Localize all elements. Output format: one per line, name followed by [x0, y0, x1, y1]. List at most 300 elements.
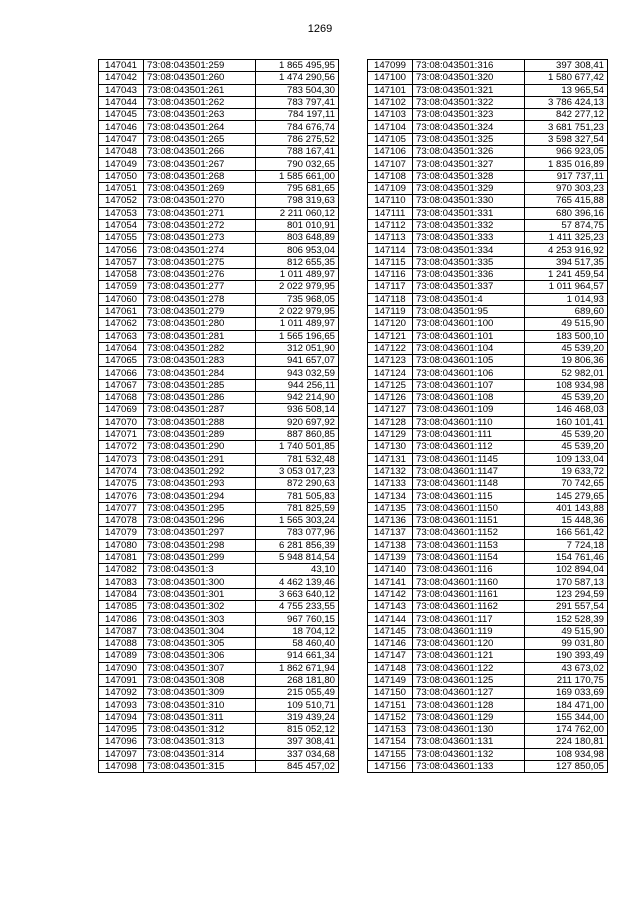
- table-row: [99, 674, 339, 686]
- value-cell: 57 874,75: [525, 219, 608, 231]
- cadastral-number-cell: 73:08:043501:295: [144, 502, 256, 514]
- value-cell: 1 585 661,00: [256, 170, 339, 182]
- value-cell: 109 510,71: [256, 699, 339, 711]
- cadastral-number-cell: 73:08:043601:107: [413, 379, 525, 391]
- table-row: [99, 699, 339, 711]
- value-cell: 1 011 489,97: [256, 269, 339, 281]
- cadastral-number-cell: 73:08:043601:121: [413, 650, 525, 662]
- cadastral-number-cell: 73:08:043501:269: [144, 182, 256, 194]
- table-row: [368, 490, 608, 502]
- row-number-cell: 147143: [368, 601, 413, 613]
- value-cell: 45 539,20: [525, 441, 608, 453]
- cadastral-number-cell: 73:08:043501:95: [413, 305, 525, 317]
- cadastral-number-cell: 73:08:043501:290: [144, 441, 256, 453]
- cadastral-number-cell: 73:08:043601:101: [413, 330, 525, 342]
- row-number-cell: 147098: [99, 760, 144, 772]
- value-cell: 43 673,02: [525, 662, 608, 674]
- value-cell: 944 256,11: [256, 379, 339, 391]
- table-row: [368, 404, 608, 416]
- table-row: [368, 133, 608, 145]
- value-cell: 845 457,02: [256, 760, 339, 772]
- table-row: [368, 96, 608, 108]
- cadastral-number-cell: 73:08:043601:129: [413, 711, 525, 723]
- row-number-cell: 147127: [368, 404, 413, 416]
- cadastral-number-cell: 73:08:043601:119: [413, 625, 525, 637]
- cadastral-number-cell: 73:08:043601:128: [413, 699, 525, 711]
- table-row: [99, 564, 339, 576]
- table-row: [99, 60, 339, 72]
- table-row: [99, 601, 339, 613]
- table-row: [368, 564, 608, 576]
- value-cell: 99 031,80: [525, 637, 608, 649]
- value-cell: 166 561,42: [525, 527, 608, 539]
- cadastral-number-cell: 73:08:043501:268: [144, 170, 256, 182]
- cadastral-number-cell: 73:08:043501:312: [144, 724, 256, 736]
- row-number-cell: 147084: [99, 588, 144, 600]
- cadastral-number-cell: 73:08:043501:294: [144, 490, 256, 502]
- table-row: [368, 170, 608, 182]
- table-row: [99, 293, 339, 305]
- table-row: [368, 441, 608, 453]
- value-cell: 783 504,30: [256, 84, 339, 96]
- cadastral-number-cell: 73:08:043501:306: [144, 650, 256, 662]
- cadastral-number-cell: 73:08:043601:131: [413, 736, 525, 748]
- row-number-cell: 147136: [368, 514, 413, 526]
- table-row: [99, 613, 339, 625]
- row-number-cell: 147062: [99, 318, 144, 330]
- cadastral-number-cell: 73:08:043501:304: [144, 625, 256, 637]
- value-cell: 312 051,90: [256, 342, 339, 354]
- value-cell: 781 825,59: [256, 502, 339, 514]
- table-row: [368, 379, 608, 391]
- cadastral-number-cell: 73:08:043601:108: [413, 392, 525, 404]
- row-number-cell: 147054: [99, 219, 144, 231]
- cadastral-number-cell: 73:08:043501:282: [144, 342, 256, 354]
- table-row: [368, 576, 608, 588]
- value-cell: 1 580 677,42: [525, 72, 608, 84]
- value-cell: 1 740 501,85: [256, 441, 339, 453]
- row-number-cell: 147104: [368, 121, 413, 133]
- table-row: [99, 244, 339, 256]
- row-number-cell: 147053: [99, 207, 144, 219]
- value-cell: 914 661,34: [256, 650, 339, 662]
- row-number-cell: 147137: [368, 527, 413, 539]
- value-cell: 1 241 459,54: [525, 269, 608, 281]
- table-row: [368, 724, 608, 736]
- value-cell: 941 657,07: [256, 355, 339, 367]
- value-cell: 815 052,12: [256, 724, 339, 736]
- table-row: [99, 441, 339, 453]
- table-row: [368, 244, 608, 256]
- cadastral-number-cell: 73:08:043501:296: [144, 514, 256, 526]
- cadastral-number-cell: 73:08:043501:291: [144, 453, 256, 465]
- table-row: [368, 478, 608, 490]
- row-number-cell: 147059: [99, 281, 144, 293]
- cadastral-number-cell: 73:08:043501:332: [413, 219, 525, 231]
- row-number-cell: 147093: [99, 699, 144, 711]
- value-cell: 790 032,65: [256, 158, 339, 170]
- table-row: [99, 96, 339, 108]
- value-cell: 169 033,69: [525, 687, 608, 699]
- row-number-cell: 147094: [99, 711, 144, 723]
- row-number-cell: 147145: [368, 625, 413, 637]
- value-cell: 2 022 979,95: [256, 281, 339, 293]
- cadastral-number-cell: 73:08:043501:272: [144, 219, 256, 231]
- row-number-cell: 147119: [368, 305, 413, 317]
- row-number-cell: 147060: [99, 293, 144, 305]
- cadastral-number-cell: 73:08:043501:309: [144, 687, 256, 699]
- row-number-cell: 147073: [99, 453, 144, 465]
- table-row: [99, 207, 339, 219]
- table-row: [368, 232, 608, 244]
- row-number-cell: 147052: [99, 195, 144, 207]
- cadastral-number-cell: 73:08:043501:335: [413, 256, 525, 268]
- cadastral-number-cell: 73:08:043501:266: [144, 146, 256, 158]
- row-number-cell: 147099: [368, 60, 413, 72]
- row-number-cell: 147080: [99, 539, 144, 551]
- cadastral-number-cell: 73:08:043501:297: [144, 527, 256, 539]
- cadastral-number-cell: 73:08:043501:333: [413, 232, 525, 244]
- value-cell: 943 032,59: [256, 367, 339, 379]
- table-row: [368, 662, 608, 674]
- row-number-cell: 147149: [368, 674, 413, 686]
- cadastral-number-cell: 73:08:043601:117: [413, 613, 525, 625]
- table-row: [368, 465, 608, 477]
- row-number-cell: 147103: [368, 109, 413, 121]
- table-row: [99, 305, 339, 317]
- table-row: [99, 133, 339, 145]
- cadastral-number-cell: 73:08:043601:1147: [413, 465, 525, 477]
- row-number-cell: 147152: [368, 711, 413, 723]
- value-cell: 798 319,63: [256, 195, 339, 207]
- cadastral-number-cell: 73:08:043601:111: [413, 428, 525, 440]
- row-number-cell: 147133: [368, 478, 413, 490]
- row-number-cell: 147087: [99, 625, 144, 637]
- row-number-cell: 147068: [99, 392, 144, 404]
- value-cell: 394 517,35: [525, 256, 608, 268]
- value-cell: 160 101,41: [525, 416, 608, 428]
- value-cell: 689,60: [525, 305, 608, 317]
- value-cell: 1 011 489,97: [256, 318, 339, 330]
- value-cell: 4 253 916,92: [525, 244, 608, 256]
- table-row: [99, 146, 339, 158]
- row-number-cell: 147132: [368, 465, 413, 477]
- cadastral-number-cell: 73:08:043501:315: [144, 760, 256, 772]
- table-row: [99, 588, 339, 600]
- cadastral-number-cell: 73:08:043501:326: [413, 146, 525, 158]
- row-number-cell: 147108: [368, 170, 413, 182]
- table-row: [368, 527, 608, 539]
- row-number-cell: 147115: [368, 256, 413, 268]
- row-number-cell: 147095: [99, 724, 144, 736]
- cadastral-number-cell: 73:08:043501:302: [144, 601, 256, 613]
- row-number-cell: 147114: [368, 244, 413, 256]
- value-cell: 3 786 424,13: [525, 96, 608, 108]
- row-number-cell: 147089: [99, 650, 144, 662]
- table-row: [99, 182, 339, 194]
- cadastral-number-cell: 73:08:043601:1153: [413, 539, 525, 551]
- value-cell: 786 275,52: [256, 133, 339, 145]
- row-number-cell: 147097: [99, 748, 144, 760]
- row-number-cell: 147123: [368, 355, 413, 367]
- row-number-cell: 147063: [99, 330, 144, 342]
- table-row: [368, 109, 608, 121]
- table-row: [368, 748, 608, 760]
- row-number-cell: 147116: [368, 269, 413, 281]
- cadastral-number-cell: 73:08:043501:310: [144, 699, 256, 711]
- row-number-cell: 147070: [99, 416, 144, 428]
- row-number-cell: 147048: [99, 146, 144, 158]
- cadastral-number-cell: 73:08:043501:336: [413, 269, 525, 281]
- cadastral-number-cell: 73:08:043501:298: [144, 539, 256, 551]
- value-cell: 967 760,15: [256, 613, 339, 625]
- cadastral-number-cell: 73:08:043501:277: [144, 281, 256, 293]
- table-row: [99, 662, 339, 674]
- table-row: [368, 158, 608, 170]
- table-row: [368, 588, 608, 600]
- value-cell: 184 471,00: [525, 699, 608, 711]
- table-row: [368, 514, 608, 526]
- value-cell: 401 143,88: [525, 502, 608, 514]
- table-row: [99, 551, 339, 563]
- value-cell: 920 697,92: [256, 416, 339, 428]
- row-number-cell: 147100: [368, 72, 413, 84]
- cadastral-number-cell: 73:08:043501:271: [144, 207, 256, 219]
- value-cell: 123 294,59: [525, 588, 608, 600]
- table-row: [368, 551, 608, 563]
- row-number-cell: 147055: [99, 232, 144, 244]
- cadastral-number-cell: 73:08:043501:284: [144, 367, 256, 379]
- value-cell: 291 557,54: [525, 601, 608, 613]
- table-row: [99, 416, 339, 428]
- cadastral-number-cell: 73:08:043501:285: [144, 379, 256, 391]
- row-number-cell: 147121: [368, 330, 413, 342]
- row-number-cell: 147151: [368, 699, 413, 711]
- table-row: [99, 637, 339, 649]
- row-number-cell: 147134: [368, 490, 413, 502]
- value-cell: 735 968,05: [256, 293, 339, 305]
- value-cell: 154 761,46: [525, 551, 608, 563]
- cadastral-number-cell: 73:08:043501:260: [144, 72, 256, 84]
- row-number-cell: 147144: [368, 613, 413, 625]
- cadastral-number-cell: 73:08:043601:132: [413, 748, 525, 760]
- row-number-cell: 147146: [368, 637, 413, 649]
- cadastral-number-cell: 73:08:043501:283: [144, 355, 256, 367]
- value-cell: 806 953,04: [256, 244, 339, 256]
- table-row: [368, 736, 608, 748]
- value-cell: 3 598 327,54: [525, 133, 608, 145]
- value-cell: 49 515,90: [525, 625, 608, 637]
- table-row: [99, 158, 339, 170]
- cadastral-number-cell: 73:08:043601:130: [413, 724, 525, 736]
- cadastral-number-cell: 73:08:043601:1160: [413, 576, 525, 588]
- table-row: [368, 674, 608, 686]
- value-cell: 887 860,85: [256, 428, 339, 440]
- row-number-cell: 147043: [99, 84, 144, 96]
- value-cell: 190 393,49: [525, 650, 608, 662]
- row-number-cell: 147077: [99, 502, 144, 514]
- value-cell: 49 515,90: [525, 318, 608, 330]
- cadastral-number-cell: 73:08:043501:308: [144, 674, 256, 686]
- table-row: [368, 428, 608, 440]
- cadastral-number-cell: 73:08:043501:321: [413, 84, 525, 96]
- value-cell: 19 806,36: [525, 355, 608, 367]
- row-number-cell: 147091: [99, 674, 144, 686]
- value-cell: 337 034,68: [256, 748, 339, 760]
- row-number-cell: 147045: [99, 109, 144, 121]
- row-number-cell: 147109: [368, 182, 413, 194]
- cadastral-number-cell: 73:08:043501:307: [144, 662, 256, 674]
- value-cell: 152 528,39: [525, 613, 608, 625]
- cadastral-number-cell: 73:08:043501:301: [144, 588, 256, 600]
- cadastral-number-cell: 73:08:043601:109: [413, 404, 525, 416]
- table-row: [99, 109, 339, 121]
- table-row: [99, 72, 339, 84]
- row-number-cell: 147086: [99, 613, 144, 625]
- row-number-cell: 147085: [99, 601, 144, 613]
- value-cell: 4 755 233,55: [256, 601, 339, 613]
- row-number-cell: 147075: [99, 478, 144, 490]
- row-number-cell: 147072: [99, 441, 144, 453]
- cadastral-number-cell: 73:08:043501:292: [144, 465, 256, 477]
- table-row: [368, 453, 608, 465]
- row-number-cell: 147153: [368, 724, 413, 736]
- left-register-table: [98, 59, 339, 773]
- cadastral-number-cell: 73:08:043501:299: [144, 551, 256, 563]
- cadastral-number-cell: 73:08:043501:261: [144, 84, 256, 96]
- cadastral-number-cell: 73:08:043501:280: [144, 318, 256, 330]
- value-cell: 783 797,41: [256, 96, 339, 108]
- cadastral-number-cell: 73:08:043501:281: [144, 330, 256, 342]
- cadastral-number-cell: 73:08:043501:279: [144, 305, 256, 317]
- cadastral-number-cell: 73:08:043501:323: [413, 109, 525, 121]
- cadastral-number-cell: 73:08:043501:288: [144, 416, 256, 428]
- value-cell: 45 539,20: [525, 392, 608, 404]
- cadastral-number-cell: 73:08:043501:273: [144, 232, 256, 244]
- value-cell: 19 633,72: [525, 465, 608, 477]
- cadastral-number-cell: 73:08:043501:259: [144, 60, 256, 72]
- cadastral-number-cell: 73:08:043501:293: [144, 478, 256, 490]
- table-row: [99, 318, 339, 330]
- cadastral-number-cell: 73:08:043501:305: [144, 637, 256, 649]
- table-row: [368, 613, 608, 625]
- table-row: [368, 342, 608, 354]
- value-cell: 45 539,20: [525, 428, 608, 440]
- row-number-cell: 147056: [99, 244, 144, 256]
- row-number-cell: 147112: [368, 219, 413, 231]
- table-row: [99, 576, 339, 588]
- value-cell: 211 170,75: [525, 674, 608, 686]
- cadastral-number-cell: 73:08:043501:278: [144, 293, 256, 305]
- row-number-cell: 147096: [99, 736, 144, 748]
- table-row: [368, 539, 608, 551]
- table-row: [368, 330, 608, 342]
- table-row: [99, 256, 339, 268]
- cadastral-number-cell: 73:08:043601:112: [413, 441, 525, 453]
- table-row: [99, 687, 339, 699]
- value-cell: 936 508,14: [256, 404, 339, 416]
- row-number-cell: 147069: [99, 404, 144, 416]
- row-number-cell: 147066: [99, 367, 144, 379]
- cadastral-number-cell: 73:08:043501:327: [413, 158, 525, 170]
- row-number-cell: 147079: [99, 527, 144, 539]
- value-cell: 1 865 495,95: [256, 60, 339, 72]
- table-row: [368, 293, 608, 305]
- value-cell: 70 742,65: [525, 478, 608, 490]
- value-cell: 781 532,48: [256, 453, 339, 465]
- cadastral-number-cell: 73:08:043501:276: [144, 269, 256, 281]
- cadastral-number-cell: 73:08:043601:116: [413, 564, 525, 576]
- cadastral-number-cell: 73:08:043601:1154: [413, 551, 525, 563]
- cadastral-number-cell: 73:08:043501:325: [413, 133, 525, 145]
- cadastral-number-cell: 73:08:043501:314: [144, 748, 256, 760]
- table-row: [368, 121, 608, 133]
- value-cell: 4 462 139,46: [256, 576, 339, 588]
- value-cell: 58 460,40: [256, 637, 339, 649]
- cadastral-number-cell: 73:08:043601:110: [413, 416, 525, 428]
- value-cell: 942 214,90: [256, 392, 339, 404]
- row-number-cell: 147102: [368, 96, 413, 108]
- value-cell: 788 167,41: [256, 146, 339, 158]
- row-number-cell: 147078: [99, 514, 144, 526]
- table-row: [368, 650, 608, 662]
- row-number-cell: 147065: [99, 355, 144, 367]
- row-number-cell: 147125: [368, 379, 413, 391]
- cadastral-number-cell: 73:08:043601:105: [413, 355, 525, 367]
- value-cell: 13 965,54: [525, 84, 608, 96]
- cadastral-number-cell: 73:08:043601:120: [413, 637, 525, 649]
- table-row: [99, 392, 339, 404]
- row-number-cell: 147111: [368, 207, 413, 219]
- row-number-cell: 147122: [368, 342, 413, 354]
- cadastral-number-cell: 73:08:043501:329: [413, 182, 525, 194]
- row-number-cell: 147138: [368, 539, 413, 551]
- table-row: [368, 60, 608, 72]
- row-number-cell: 147156: [368, 760, 413, 772]
- value-cell: 215 055,49: [256, 687, 339, 699]
- cadastral-number-cell: 73:08:043501:267: [144, 158, 256, 170]
- table-row: [99, 453, 339, 465]
- table-row: [368, 699, 608, 711]
- row-number-cell: 147101: [368, 84, 413, 96]
- row-number-cell: 147120: [368, 318, 413, 330]
- value-cell: 52 982,01: [525, 367, 608, 379]
- table-row: [99, 121, 339, 133]
- value-cell: 783 077,96: [256, 527, 339, 539]
- value-cell: 917 737,11: [525, 170, 608, 182]
- table-row: [368, 392, 608, 404]
- value-cell: 155 344,00: [525, 711, 608, 723]
- cadastral-number-cell: 73:08:043601:1145: [413, 453, 525, 465]
- table-row: [99, 711, 339, 723]
- value-cell: 842 277,12: [525, 109, 608, 121]
- table-row: [368, 281, 608, 293]
- row-number-cell: 147049: [99, 158, 144, 170]
- row-number-cell: 147050: [99, 170, 144, 182]
- value-cell: 170 587,13: [525, 576, 608, 588]
- table-row: [368, 318, 608, 330]
- value-cell: 801 010,91: [256, 219, 339, 231]
- value-cell: 3 681 751,23: [525, 121, 608, 133]
- value-cell: 1 565 196,65: [256, 330, 339, 342]
- value-cell: 108 934,98: [525, 379, 608, 391]
- row-number-cell: 147105: [368, 133, 413, 145]
- row-number-cell: 147041: [99, 60, 144, 72]
- row-number-cell: 147113: [368, 232, 413, 244]
- cadastral-number-cell: 73:08:043601:133: [413, 760, 525, 772]
- cadastral-number-cell: 73:08:043501:313: [144, 736, 256, 748]
- table-row: [99, 502, 339, 514]
